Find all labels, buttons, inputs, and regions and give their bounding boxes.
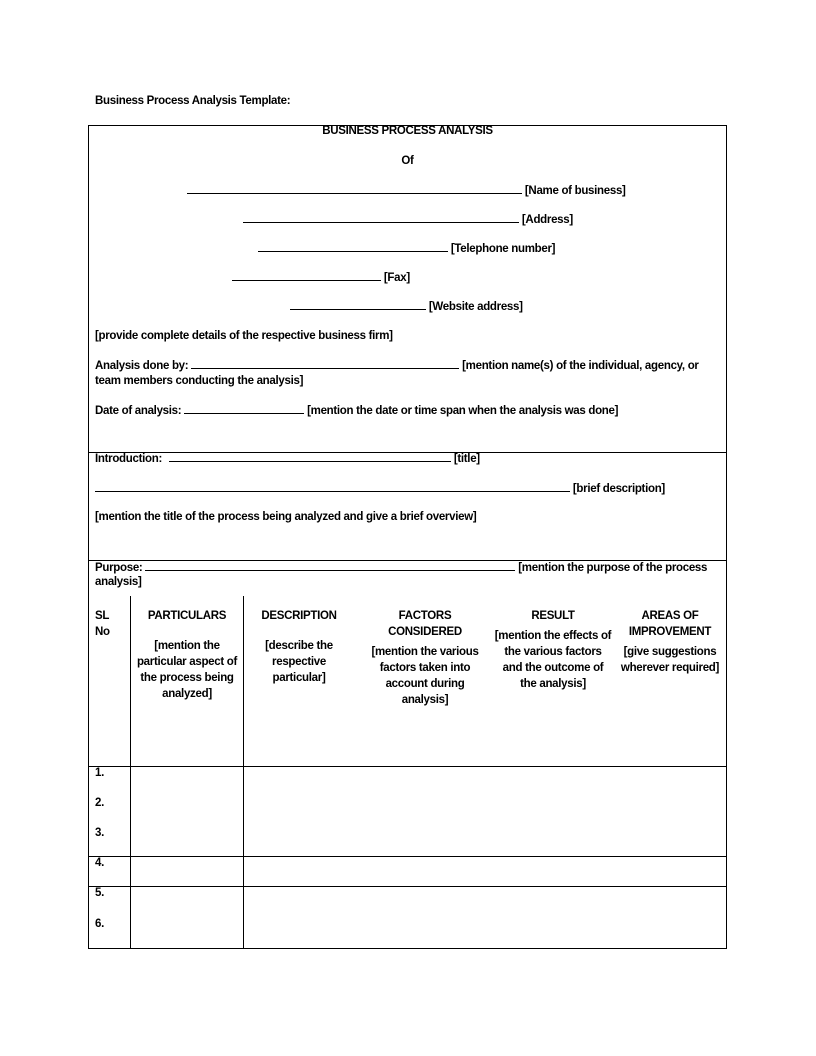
areas-description: [give suggestions wherever required]: [620, 646, 720, 674]
description-header: DESCRIPTION: [261, 610, 337, 622]
business-name-blank[interactable]: [187, 184, 522, 194]
of-label: Of: [401, 155, 414, 167]
factors-header: FACTORS CONSIDERED: [388, 610, 462, 638]
telephone-blank[interactable]: [258, 242, 448, 252]
particulars-column: [133, 608, 241, 702]
factors-description: [mention the various factors taken into account during analysis]: [371, 646, 479, 706]
areas-column: [618, 608, 722, 676]
introduction-title-note: [title]: [453, 453, 480, 465]
telephone-field[interactable]: [258, 242, 555, 255]
analysis-by-blank[interactable]: [191, 359, 459, 369]
website-blank[interactable]: [290, 300, 426, 310]
introduction-label: Introduction:: [95, 453, 162, 465]
column-divider-particulars: [243, 596, 244, 949]
row-number: 3.: [95, 827, 104, 839]
purpose-blank[interactable]: [145, 561, 515, 571]
fax-field[interactable]: [232, 271, 410, 284]
address-field[interactable]: [243, 213, 573, 226]
form-title: BUSINESS PROCESS ANALYSIS: [322, 125, 493, 137]
website-field[interactable]: [290, 300, 523, 313]
particulars-header: PARTICULARS: [147, 610, 227, 622]
result-description: [mention the effects of the various factors and the outcome of the analysis]: [494, 630, 612, 690]
fax-label: [Fax]: [383, 272, 410, 284]
introduction-field[interactable]: [95, 452, 480, 465]
row-number: 1.: [95, 767, 104, 779]
business-details-note: [provide complete details of the respective business firm]: [95, 330, 393, 342]
introduction-title-blank[interactable]: [169, 452, 451, 462]
introduction-overview-note: [mention the title of the process being analyzed and give a brief overview]: [95, 511, 477, 523]
sl-header-line-1: SL: [95, 610, 110, 622]
analysis-by-note: [mention name(s) of the individual, agency, or: [462, 360, 699, 372]
address-blank[interactable]: [243, 213, 519, 223]
column-divider-sl: [130, 596, 131, 949]
date-of-analysis-note: [mention the date or time span when the analysis was done]: [307, 405, 619, 417]
purpose-label: Purpose:: [95, 562, 143, 574]
business-name-field[interactable]: [187, 184, 626, 197]
fax-blank[interactable]: [232, 271, 381, 281]
divider-row-5: [88, 886, 727, 887]
date-of-analysis-field[interactable]: [95, 404, 618, 417]
address-label: [Address]: [521, 214, 573, 226]
business-name-label: [Name of business]: [524, 185, 626, 197]
introduction-description-note: [brief description]: [572, 483, 665, 495]
website-label: [Website address]: [428, 301, 523, 313]
result-column: [494, 608, 612, 692]
description-description: [describe the respective particular]: [265, 640, 333, 684]
divider-row-4: [88, 856, 727, 857]
date-of-analysis-label: Date of analysis:: [95, 405, 182, 417]
date-of-analysis-blank[interactable]: [184, 404, 304, 414]
introduction-description-blank[interactable]: [95, 482, 570, 492]
analysis-by-label: Analysis done by:: [95, 360, 189, 372]
description-column: [250, 608, 348, 686]
sl-header-line-2: No: [95, 626, 110, 638]
purpose-field[interactable]: [95, 561, 707, 574]
document-title: Business Process Analysis Template:: [95, 95, 291, 107]
row-number: 5.: [95, 887, 104, 899]
divider-table-body: [88, 766, 727, 767]
introduction-description-field[interactable]: [95, 482, 665, 495]
row-number: 4.: [95, 857, 104, 869]
row-number: 6.: [95, 918, 104, 930]
areas-header: AREAS OF IMPROVEMENT: [628, 610, 712, 638]
telephone-label: [Telephone number]: [450, 243, 556, 255]
purpose-note: [mention the purpose of the process: [518, 562, 708, 574]
analysis-by-field[interactable]: [95, 359, 699, 372]
sl-no-header: [95, 608, 110, 640]
analysis-by-note-continued: team members conducting the analysis]: [95, 375, 304, 387]
factors-column: [364, 608, 486, 708]
result-header: RESULT: [531, 610, 575, 622]
particulars-description: [mention the particular aspect of the process being analyzed]: [136, 640, 238, 700]
purpose-note-continued: analysis]: [95, 576, 142, 588]
row-number: 2.: [95, 797, 104, 809]
